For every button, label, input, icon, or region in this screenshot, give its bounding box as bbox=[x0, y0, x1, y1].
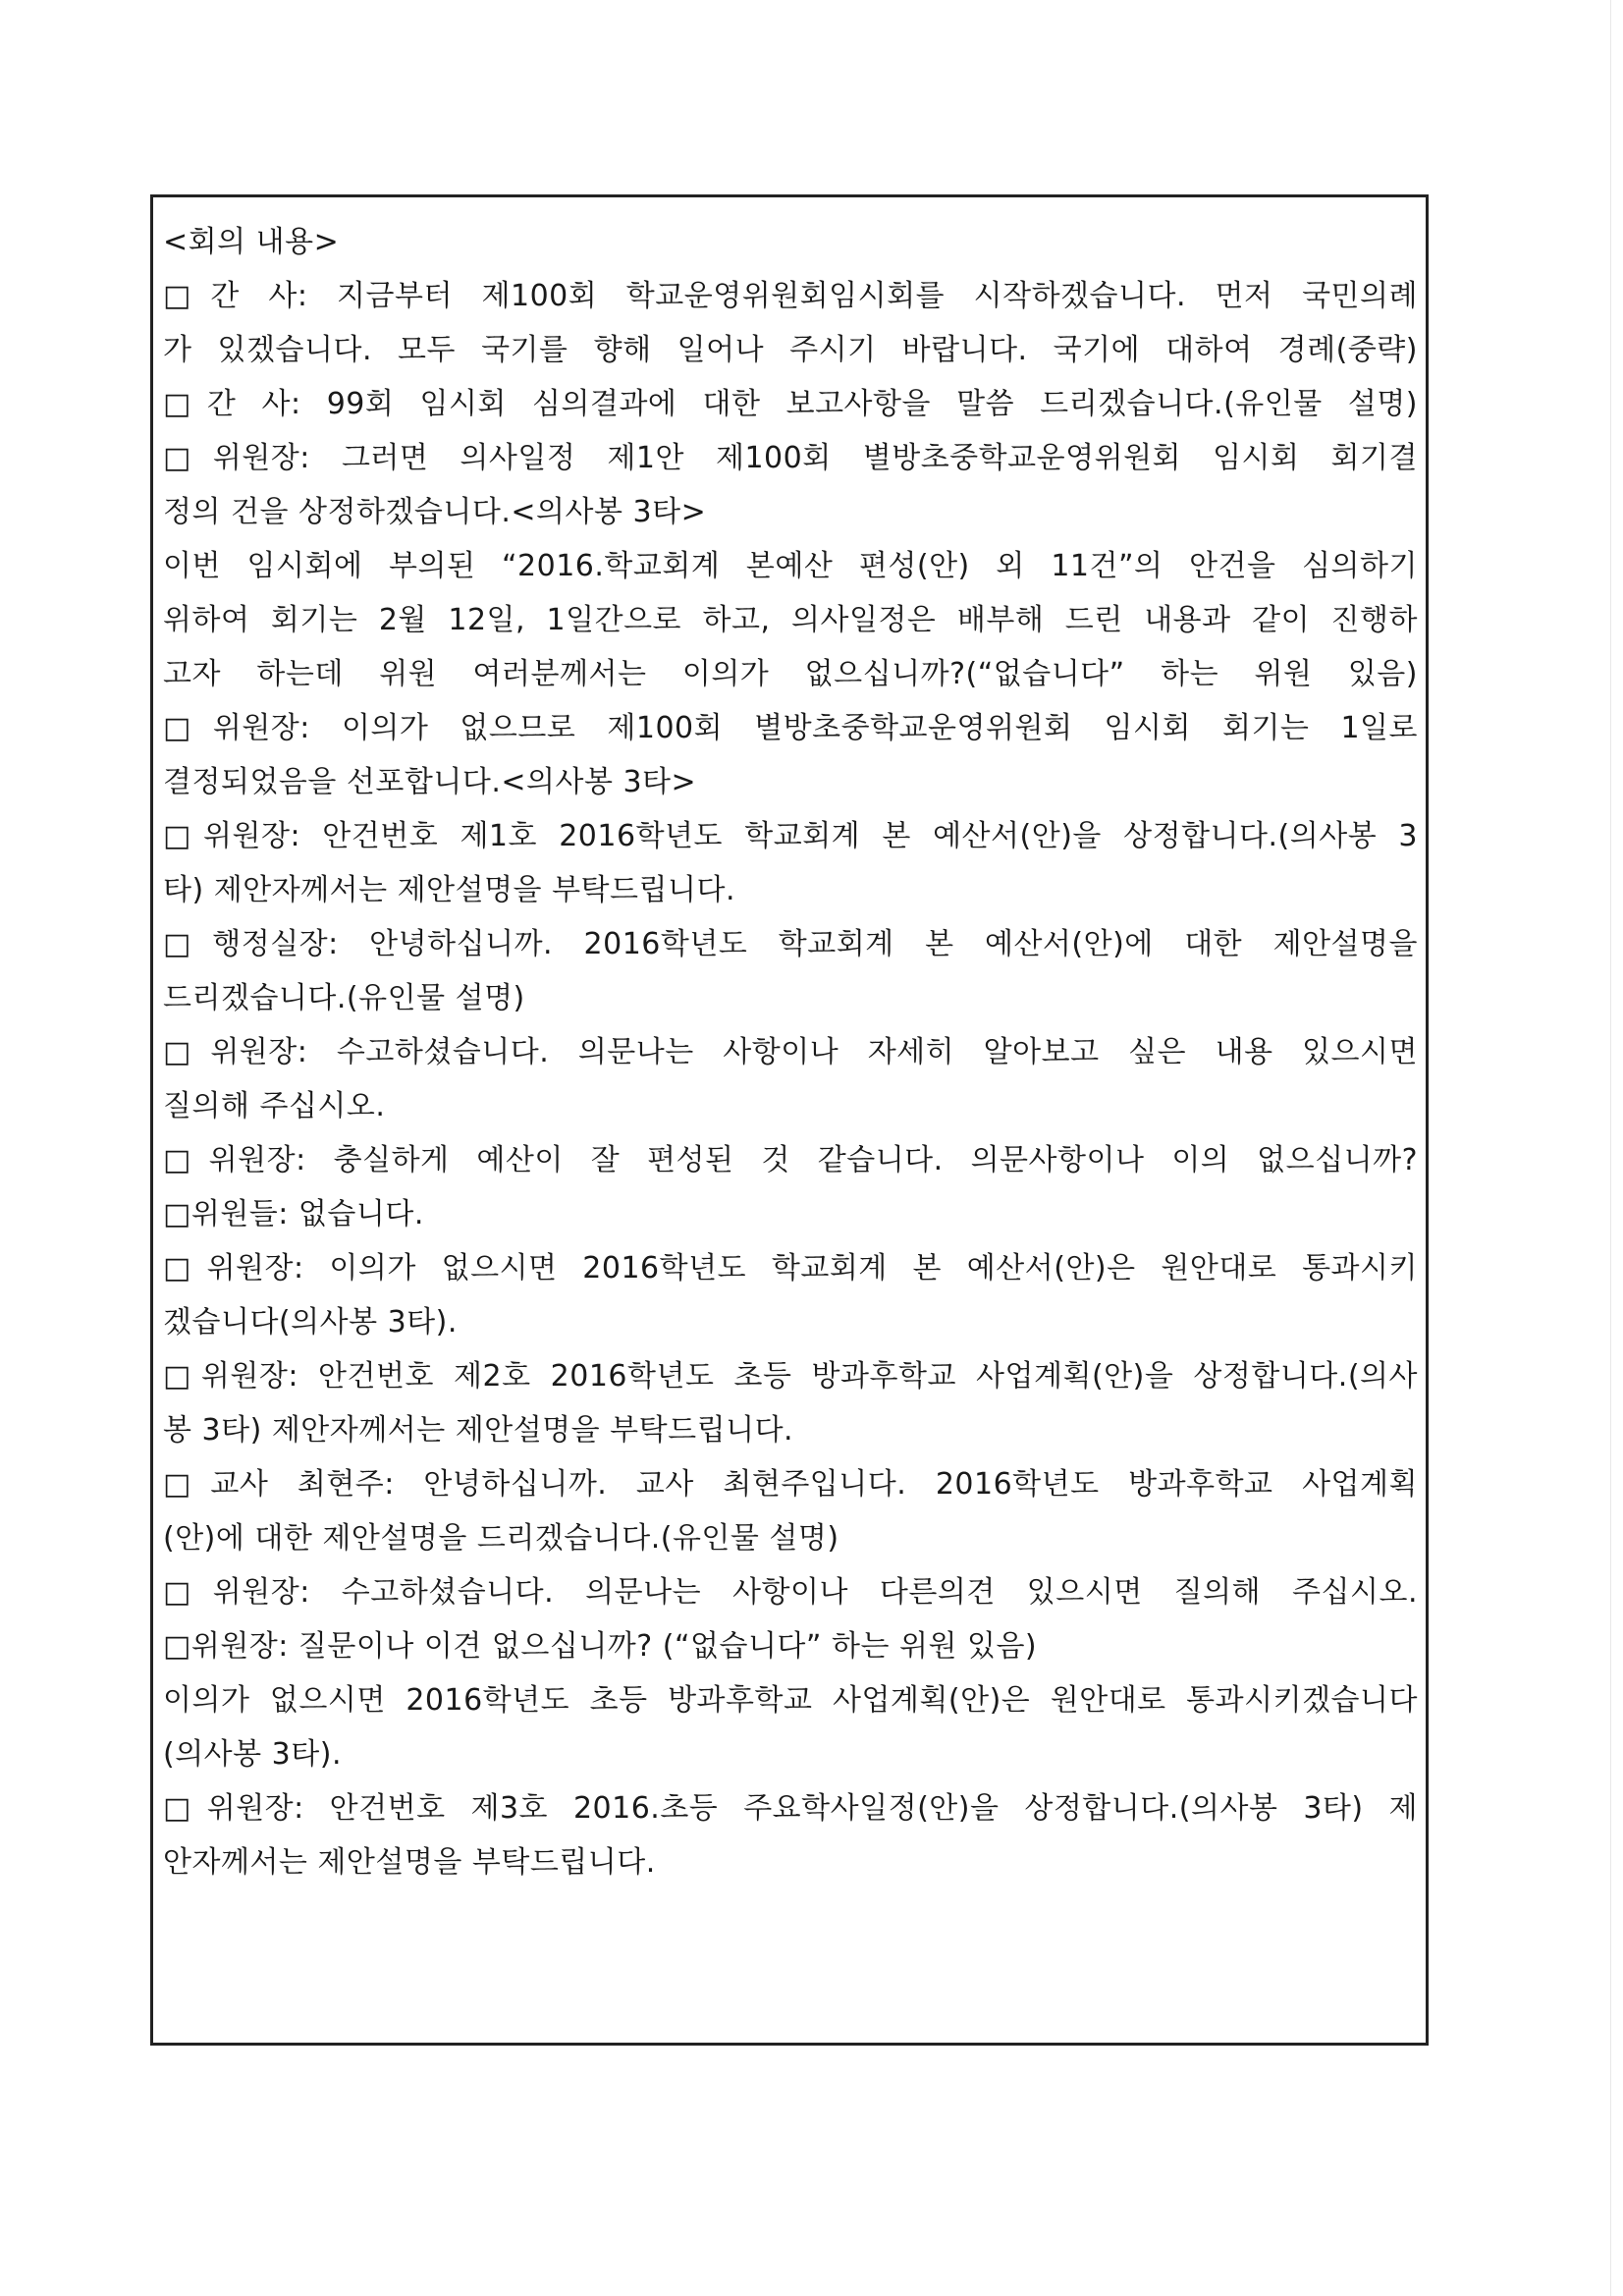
meeting-minutes-box bbox=[150, 194, 1429, 2046]
section-heading: <회의 내용> bbox=[163, 225, 340, 259]
minutes-line: □위원장: 수고하셨습니다. 의문나는 사항이나 다른의견 있으시면 질의해 주십시오. bbox=[163, 1575, 1418, 1610]
minutes-line: (의사봉 3타). bbox=[163, 1737, 342, 1772]
minutes-line: □위원장: 수고하셨습니다. 의문나는 사항이나 자세히 알아보고 싶은 내용 있으시면 bbox=[163, 1035, 1418, 1069]
scan-edge bbox=[1610, 0, 1611, 2296]
minutes-line: 위하여 회기는 2월 12일, 1일간으로 하고, 의사일정은 배부해 드린 내용과 같이 진행하 bbox=[163, 603, 1418, 637]
meeting-content bbox=[163, 215, 1418, 1889]
minutes-line: □위원장: 안건번호 제3호 2016.초등 주요학사일정(안)을 상정합니다.(의사봉 3타) 제 bbox=[163, 1791, 1418, 1826]
minutes-line: 드리겠습니다.(유인물 설명) bbox=[163, 981, 525, 1015]
minutes-line: □교사 최현주: 안녕하십니까. 교사 최현주입니다. 2016학년도 방과후학교 사업계획 bbox=[163, 1467, 1418, 1502]
minutes-line: □위원장: 안건번호 제1호 2016학년도 학교회계 본 예산서(안)을 상정합니다.(의사봉 3 bbox=[163, 819, 1418, 853]
minutes-line: 봉 3타) 제안자께서는 제안설명을 부탁드립니다. bbox=[163, 1413, 794, 1448]
minutes-line: □위원장: 안건번호 제2호 2016학년도 초등 방과후학교 사업계획(안)을 상정합니다.(의사 bbox=[163, 1359, 1418, 1394]
minutes-line: 정의 건을 상정하겠습니다.<의사봉 3타> bbox=[163, 495, 707, 529]
minutes-line: □간 사: 99회 임시회 심의결과에 대한 보고사항을 말씀 드리겠습니다.(유인물 설명) bbox=[163, 387, 1418, 421]
minutes-line: (안)에 대한 제안설명을 드리겠습니다.(유인물 설명) bbox=[163, 1521, 839, 1556]
minutes-line: 타) 제안자께서는 제안설명을 부탁드립니다. bbox=[163, 873, 735, 907]
minutes-line: 고자 하는데 위원 여러분께서는 이의가 없으십니까?(“없습니다” 하는 위원 있음) bbox=[163, 657, 1418, 691]
minutes-line: 이의가 없으시면 2016학년도 초등 방과후학교 사업계획(안)은 원안대로 통과시키겠습니다 bbox=[163, 1683, 1418, 1718]
minutes-line: 질의해 주십시오. bbox=[163, 1089, 386, 1123]
minutes-line: 이번 임시회에 부의된 “2016.학교회계 본예산 편성(안) 외 11건”의 안건을 심의하기 bbox=[163, 549, 1418, 583]
minutes-line: □위원장: 이의가 없으므로 제100회 별방초중학교운영위원회 임시회 회기는 1일로 bbox=[163, 711, 1418, 745]
minutes-line: □행정실장: 안녕하십니까. 2016학년도 학교회계 본 예산서(안)에 대한 제안설명을 bbox=[163, 927, 1418, 961]
minutes-line: 결정되었음을 선포합니다.<의사봉 3타> bbox=[163, 765, 697, 799]
minutes-line: □간 사: 지금부터 제100회 학교운영위원회임시회를 시작하겠습니다. 먼저 국민의례 bbox=[163, 279, 1418, 313]
minutes-line: □위원들: 없습니다. bbox=[163, 1197, 424, 1231]
minutes-line: 안자께서는 제안설명을 부탁드립니다. bbox=[163, 1845, 656, 1880]
minutes-line: □위원장: 그러면 의사일정 제1안 제100회 별방초중학교운영위원회 임시회 회기결 bbox=[163, 441, 1418, 475]
minutes-line: □위원장: 충실하게 예산이 잘 편성된 것 같습니다. 의문사항이나 이의 없으십니까? bbox=[163, 1143, 1418, 1177]
minutes-line: □위원장: 이의가 없으시면 2016학년도 학교회계 본 예산서(안)은 원안대로 통과시키 bbox=[163, 1251, 1418, 1285]
minutes-line: 가 있겠습니다. 모두 국기를 향해 일어나 주시기 바랍니다. 국기에 대하여 경례(중략) bbox=[163, 333, 1418, 367]
minutes-line: 겠습니다(의사봉 3타). bbox=[163, 1305, 458, 1339]
minutes-line: □위원장: 질문이나 이견 없으십니까? (“없습니다” 하는 위원 있음) bbox=[163, 1629, 1038, 1664]
